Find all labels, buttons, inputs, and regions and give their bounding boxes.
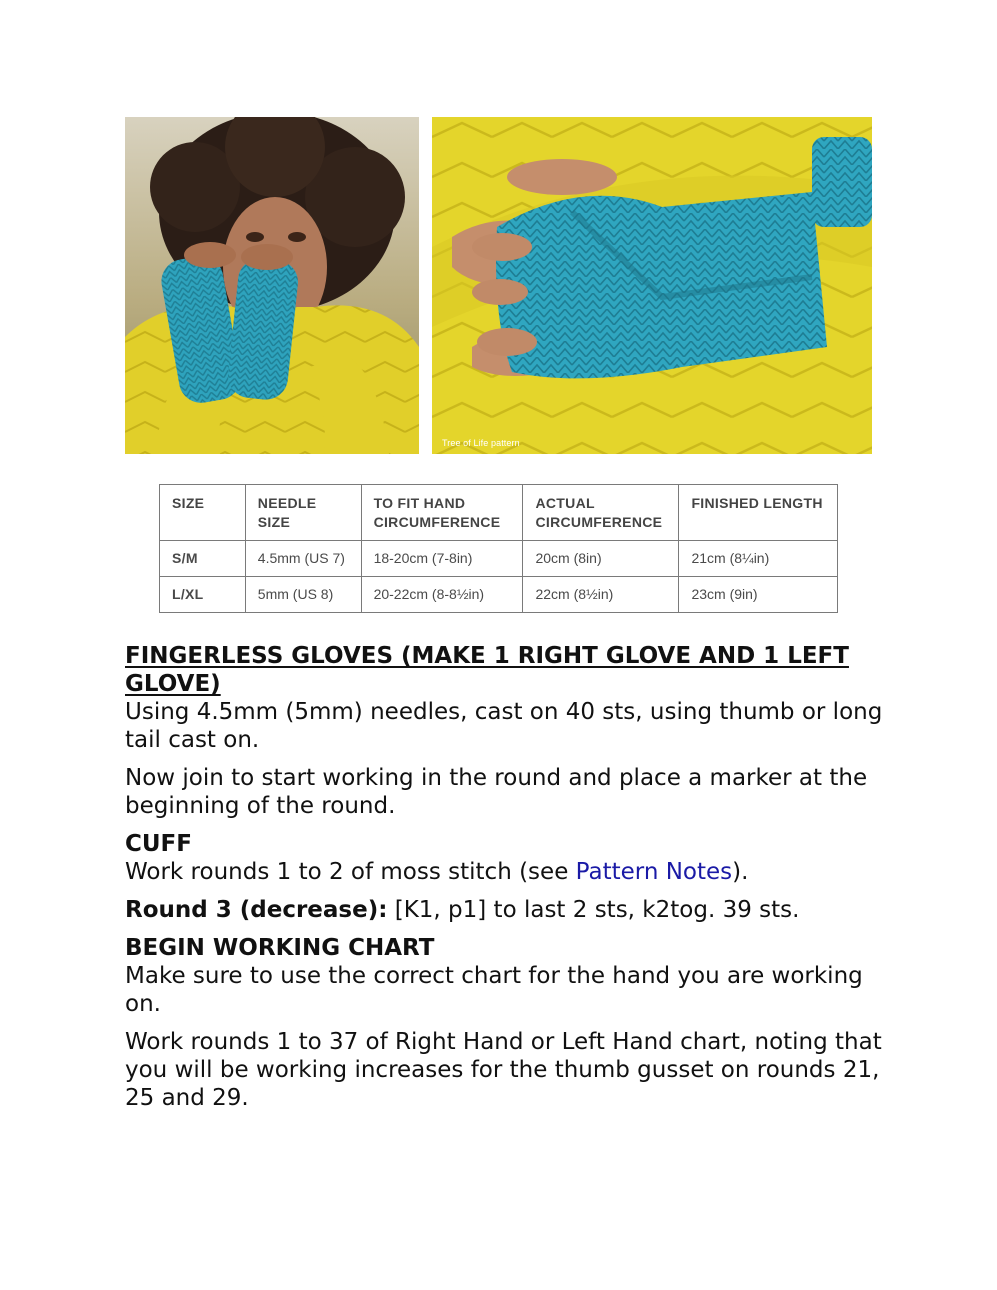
paragraph-round-3 [125, 896, 885, 924]
cell-actual: 20cm (8in) [523, 541, 679, 577]
photo-woman-illustration [125, 117, 419, 454]
paragraph-cast-on: Using 4.5mm (5mm) needles, cast on 40 sts, using thumb or long tail cast on. [125, 699, 883, 753]
table-header-row [160, 485, 838, 541]
table-row [160, 541, 838, 577]
header-actual-circumference: ACTUAL CIRCUMFERENCE [523, 485, 679, 541]
cell-needle: 5mm (US 8) [245, 577, 361, 613]
cell-length: 21cm (8¼in) [679, 541, 838, 577]
paragraph-cuff [125, 858, 885, 886]
cell-actual: 22cm (8½in) [523, 577, 679, 613]
photo-glove-closeup [432, 117, 872, 454]
cuff-text: Work rounds 1 to 2 of moss stitch (see [125, 859, 576, 885]
header-finished-length: FINISHED LENGTH [679, 485, 838, 541]
paragraph-join-round: Now join to start working in the round and place a marker at the beginning of the round. [125, 765, 868, 819]
header-size: SIZE [160, 485, 246, 541]
paragraph-chart-hand: Make sure to use the correct chart for the hand you are working on. [125, 963, 863, 1017]
table-row [160, 577, 838, 613]
cell-needle: 4.5mm (US 7) [245, 541, 361, 577]
header-needle-size: NEEDLE SIZE [245, 485, 361, 541]
round-3-text: [K1, p1] to last 2 sts, k2tog. 39 sts. [387, 897, 800, 923]
cuff-text-end: ). [732, 859, 749, 885]
section-title: FINGERLESS GLOVES (MAKE 1 RIGHT GLOVE AND 1 LEFT GLOVE) [125, 643, 849, 697]
photo-woman-wearing-gloves [125, 117, 419, 454]
photo-glove-illustration [432, 117, 872, 454]
photo-caption: Tree of Life pattern [442, 438, 520, 448]
cell-fit: 18-20cm (7-8in) [361, 541, 523, 577]
paragraph-chart-rounds: Work rounds 1 to 37 of Right Hand or Left Hand chart, noting that you will be working increases for the thumb gusset on rounds 21, 25 and 29. [125, 1029, 882, 1111]
cell-size: S/M [160, 541, 246, 577]
chart-heading: BEGIN WORKING CHART [125, 935, 435, 961]
header-to-fit-hand: TO FIT HAND CIRCUMFERENCE [361, 485, 523, 541]
round-3-label: Round 3 (decrease): [125, 897, 388, 923]
pattern-notes-link[interactable]: Pattern Notes [575, 859, 733, 885]
cell-fit: 20-22cm (8-8½in) [361, 577, 523, 613]
pattern-instructions [125, 642, 885, 1122]
cell-length: 23cm (9in) [679, 577, 838, 613]
cell-size: L/XL [160, 577, 246, 613]
cuff-heading: CUFF [125, 831, 192, 857]
size-table [159, 484, 838, 613]
